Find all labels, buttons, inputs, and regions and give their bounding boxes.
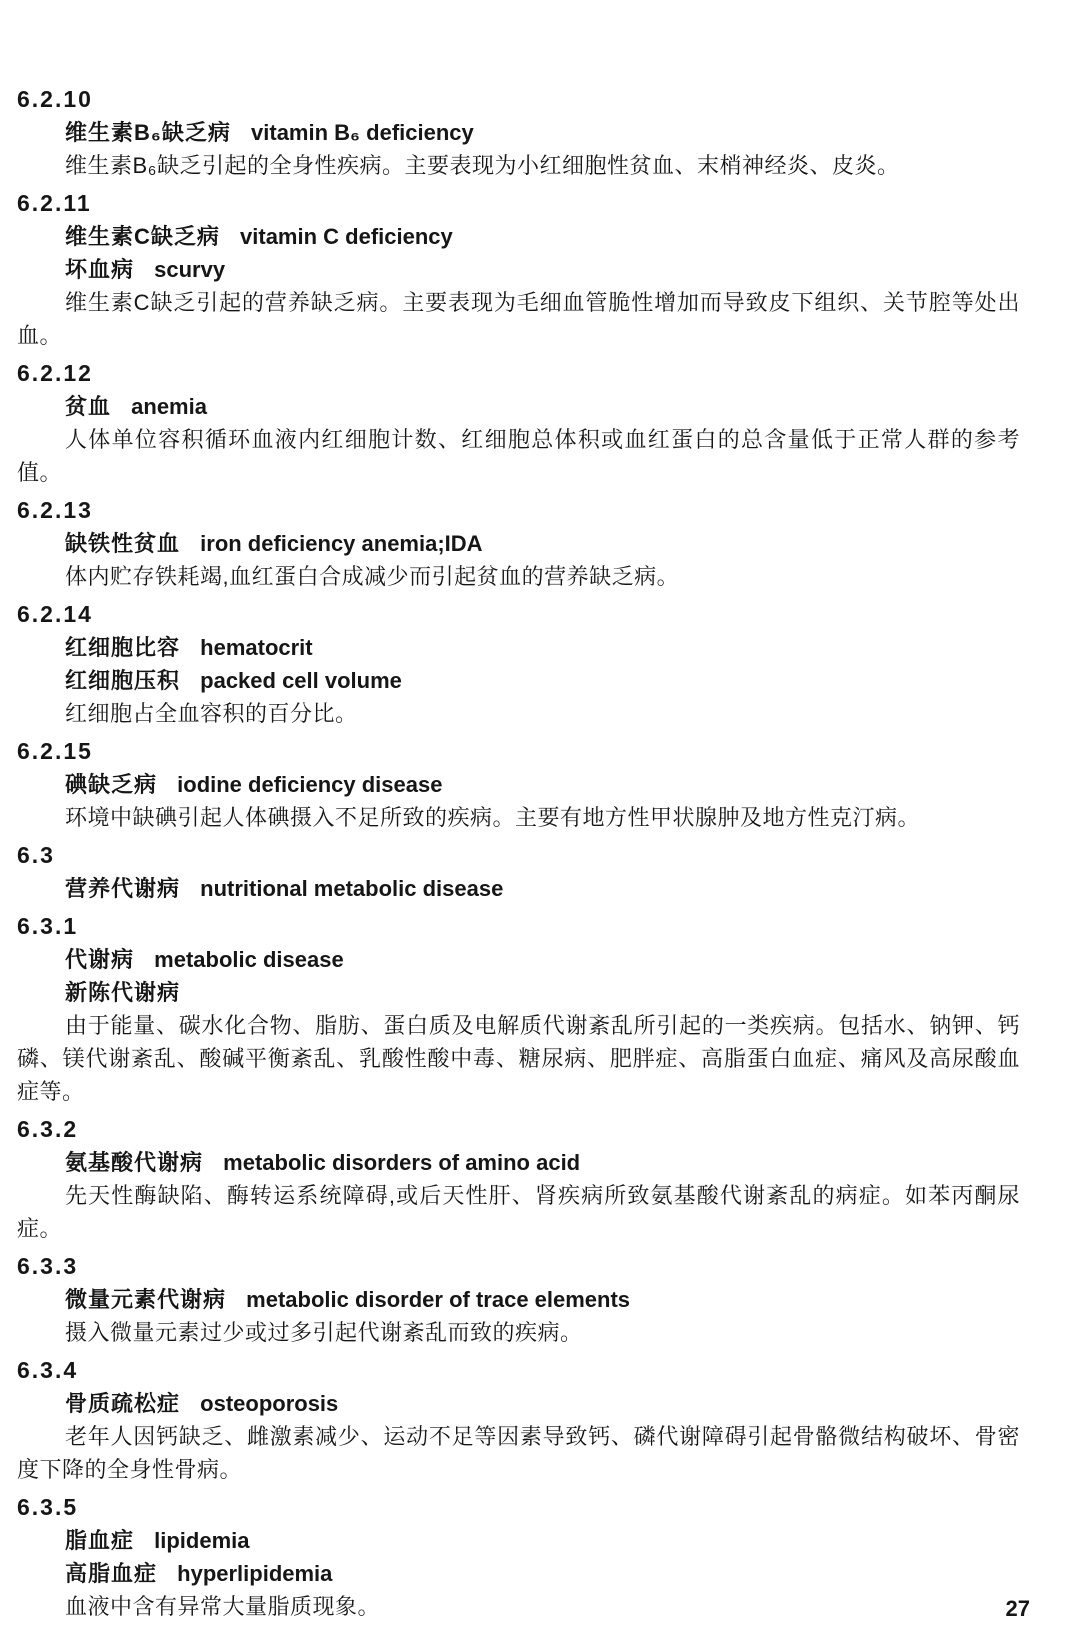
synonym-line xyxy=(17,253,1020,286)
term-en: metabolic disorders of amino acid xyxy=(223,1150,581,1175)
synonym-en: scurvy xyxy=(154,257,226,282)
term-en: osteoporosis xyxy=(200,1391,339,1416)
section-number: 6.3.2 xyxy=(17,1116,79,1142)
term-en: metabolic disease xyxy=(154,947,344,972)
term-zh: 碘缺乏病 xyxy=(65,772,158,797)
term-en: hematocrit xyxy=(200,635,313,660)
section-number: 6.2.14 xyxy=(17,601,93,627)
term-line xyxy=(17,872,1020,905)
entry-6-2-13 xyxy=(17,494,1020,593)
definition: 环境中缺碘引起人体碘摄入不足所致的疾病。主要有地方性甲状腺肿及地方性克汀病。 xyxy=(65,805,921,830)
definition: 红细胞占全血容积的百分比。 xyxy=(65,701,358,726)
term-line xyxy=(17,1283,1020,1316)
synonym-zh: 坏血病 xyxy=(65,257,135,282)
term-en: metabolic disorder of trace elements xyxy=(246,1287,631,1312)
term-line xyxy=(17,631,1020,664)
section-number: 6.2.13 xyxy=(17,497,93,523)
term-line xyxy=(17,116,1020,149)
synonym-zh: 新陈代谢病 xyxy=(65,980,181,1005)
entry-6-3-4 xyxy=(17,1354,1020,1486)
synonym-line xyxy=(17,664,1020,697)
term-zh: 氨基酸代谢病 xyxy=(65,1150,204,1175)
definition: 人体单位容积循环血液内红细胞计数、红细胞总体积或血红蛋白的总含量低于正常人群的参考值。 xyxy=(17,427,1020,485)
term-zh: 红细胞比容 xyxy=(65,635,181,660)
entry-6-3-2 xyxy=(17,1113,1020,1245)
section-number: 6.3 xyxy=(17,842,55,868)
term-line xyxy=(17,527,1020,560)
synonym-en: hyperlipidemia xyxy=(177,1561,333,1586)
synonym-line xyxy=(17,1557,1020,1590)
synonym-zh: 红细胞压积 xyxy=(65,668,181,693)
term-line xyxy=(17,220,1020,253)
definition: 老年人因钙缺乏、雌激素减少、运动不足等因素导致钙、磷代谢障碍引起骨骼微结构破坏、骨密度下降的全身性骨病。 xyxy=(17,1424,1020,1482)
term-line xyxy=(17,1146,1020,1179)
section-number: 6.2.11 xyxy=(17,190,92,216)
term-en: lipidemia xyxy=(154,1528,250,1553)
section-number: 6.3.1 xyxy=(17,913,79,939)
entry-6-3-1 xyxy=(17,910,1020,1108)
entry-6-2-10 xyxy=(17,83,1020,182)
entry-6-3-5 xyxy=(17,1491,1020,1623)
term-zh: 缺铁性贫血 xyxy=(65,531,181,556)
term-line xyxy=(17,768,1020,801)
entry-6-3-3 xyxy=(17,1250,1020,1349)
entry-6-3 xyxy=(17,839,1020,905)
section-number: 6.3.5 xyxy=(17,1494,79,1520)
term-line xyxy=(17,943,1020,976)
entry-6-2-11 xyxy=(17,187,1020,352)
term-zh: 骨质疏松症 xyxy=(65,1391,181,1416)
page-number: 27 xyxy=(1005,1596,1030,1621)
term-zh: 微量元素代谢病 xyxy=(65,1287,227,1312)
term-line xyxy=(17,1387,1020,1420)
synonym-en: packed cell volume xyxy=(200,668,402,693)
term-en: iron deficiency anemia;IDA xyxy=(200,531,483,556)
entry-6-2-15 xyxy=(17,735,1020,834)
synonym-line xyxy=(17,976,1020,1009)
term-en: iodine deficiency disease xyxy=(177,772,443,797)
term-zh: 维生素B₆缺乏病 xyxy=(65,120,231,145)
section-number: 6.3.4 xyxy=(17,1357,79,1383)
term-zh: 贫血 xyxy=(65,394,112,419)
definition: 维生素B₆缺乏引起的全身性疾病。主要表现为小红细胞性贫血、末梢神经炎、皮炎。 xyxy=(65,153,900,178)
definition: 体内贮存铁耗竭,血红蛋白合成减少而引起贫血的营养缺乏病。 xyxy=(65,564,680,589)
definition: 维生素C缺乏引起的营养缺乏病。主要表现为毛细血管脆性增加而导致皮下组织、关节腔等处出血。 xyxy=(17,290,1020,348)
definition: 摄入微量元素过少或过多引起代谢紊乱而致的疾病。 xyxy=(65,1320,583,1345)
section-number: 6.3.3 xyxy=(17,1253,79,1279)
term-en: anemia xyxy=(131,394,207,419)
definition: 由于能量、碳水化合物、脂肪、蛋白质及电解质代谢紊乱所引起的一类疾病。包括水、钠钾、钙磷、镁代谢紊乱、酸碱平衡紊乱、乳酸性酸中毒、糖尿病、肥胖症、高脂蛋白血症、痛风及高尿酸血症等。 xyxy=(17,1013,1020,1104)
section-number: 6.2.15 xyxy=(17,738,93,764)
term-en: vitamin B₆ deficiency xyxy=(251,120,474,145)
entry-6-2-14 xyxy=(17,598,1020,730)
term-zh: 维生素C缺乏病 xyxy=(65,224,220,249)
definition: 先天性酶缺陷、酶转运系统障碍,或后天性肝、肾疾病所致氨基酸代谢紊乱的病症。如苯丙酮尿症。 xyxy=(17,1183,1020,1241)
term-en: nutritional metabolic disease xyxy=(200,876,504,901)
term-en: vitamin C deficiency xyxy=(240,224,453,249)
definition: 血液中含有异常大量脂质现象。 xyxy=(65,1594,381,1619)
term-zh: 脂血症 xyxy=(65,1528,135,1553)
term-zh: 营养代谢病 xyxy=(65,876,181,901)
term-line xyxy=(17,1524,1020,1557)
entry-6-2-12 xyxy=(17,357,1020,489)
section-number: 6.2.10 xyxy=(17,86,93,112)
term-zh: 代谢病 xyxy=(65,947,135,972)
term-line xyxy=(17,390,1020,423)
synonym-zh: 高脂血症 xyxy=(65,1561,158,1586)
section-number: 6.2.12 xyxy=(17,360,93,386)
